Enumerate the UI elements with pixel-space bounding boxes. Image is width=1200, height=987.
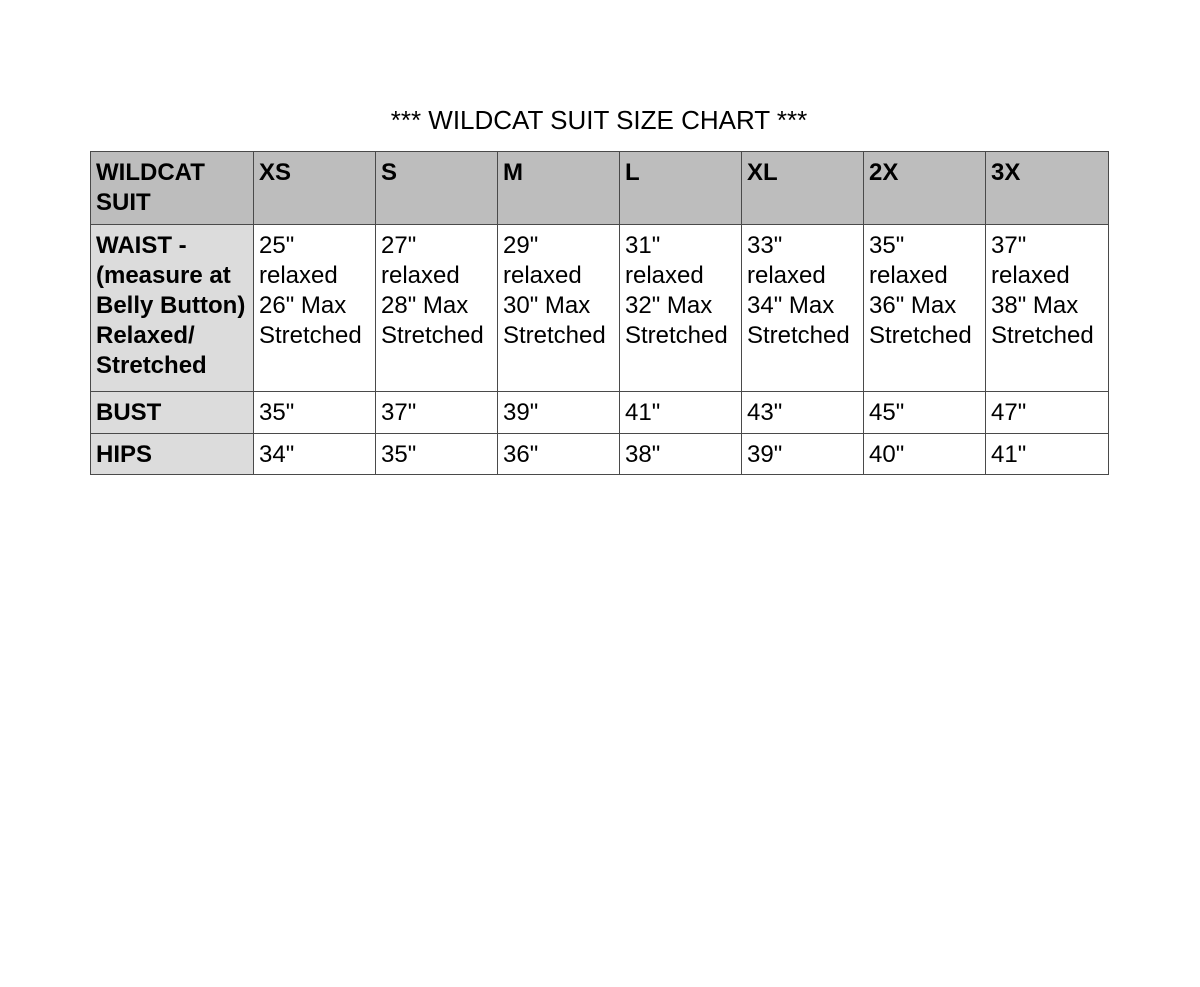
table-cell	[864, 225, 986, 392]
size-label-2x: 2X	[869, 159, 899, 186]
size-label-3x: 3X	[991, 159, 1021, 186]
waist-value-xs: 25" relaxed 26" Max Stretched	[259, 232, 362, 349]
table-cell	[254, 392, 376, 434]
waist-value-l: 31" relaxed 32" Max Stretched	[625, 232, 728, 349]
hips-value-l: 38"	[625, 441, 661, 468]
table-cell	[376, 225, 498, 392]
table-header-row	[91, 152, 1109, 225]
size-header-cell	[986, 152, 1109, 225]
table-cell	[498, 225, 620, 392]
table-cell	[498, 392, 620, 434]
size-label-l: L	[625, 159, 640, 186]
bust-value-3x: 47"	[991, 399, 1027, 426]
table-row-bust	[91, 392, 1109, 434]
table-cell	[620, 434, 742, 475]
size-header-cell	[864, 152, 986, 225]
waist-value-xl: 33" relaxed 34" Max Stretched	[747, 232, 850, 349]
size-label-s: S	[381, 159, 398, 186]
size-chart-table	[90, 151, 1109, 475]
bust-value-l: 41"	[625, 399, 661, 426]
bust-value-s: 37"	[381, 399, 417, 426]
page-title: *** WILDCAT SUIT SIZE CHART ***	[390, 105, 808, 135]
hips-value-3x: 41"	[991, 441, 1027, 468]
table-cell	[376, 392, 498, 434]
row-label-bust: BUST	[96, 399, 162, 426]
row-label-cell	[91, 434, 254, 475]
size-header-cell	[742, 152, 864, 225]
hips-value-xl: 39"	[747, 441, 783, 468]
size-header-cell	[620, 152, 742, 225]
bust-value-xs: 35"	[259, 399, 295, 426]
table-cell	[864, 392, 986, 434]
waist-value-3x: 37" relaxed 38" Max Stretched	[991, 232, 1094, 349]
row-label-hips: HIPS	[96, 441, 153, 468]
table-cell	[620, 225, 742, 392]
waist-value-2x: 35" relaxed 36" Max Stretched	[869, 232, 972, 349]
hips-value-xs: 34"	[259, 441, 295, 468]
table-cell	[620, 392, 742, 434]
table-cell	[254, 434, 376, 475]
size-label-m: M	[503, 159, 523, 186]
size-label-xl: XL	[747, 159, 778, 186]
corner-label: WILDCAT SUIT	[96, 159, 205, 216]
bust-value-xl: 43"	[747, 399, 783, 426]
hips-value-m: 36"	[503, 441, 539, 468]
size-header-cell	[498, 152, 620, 225]
table-row-hips	[91, 434, 1109, 475]
waist-value-m: 29" relaxed 30" Max Stretched	[503, 232, 606, 349]
table-cell	[742, 434, 864, 475]
size-label-xs: XS	[259, 159, 292, 186]
table-cell	[986, 434, 1109, 475]
size-header-cell	[376, 152, 498, 225]
table-cell	[986, 225, 1109, 392]
row-label-waist: WAIST - (measure at Belly Button) Relaxed/ Stretched	[96, 232, 246, 379]
waist-value-s: 27" relaxed 28" Max Stretched	[381, 232, 484, 349]
hips-value-2x: 40"	[869, 441, 905, 468]
table-cell	[742, 392, 864, 434]
corner-header-cell	[91, 152, 254, 225]
table-row-waist	[91, 225, 1109, 392]
size-header-cell	[254, 152, 376, 225]
row-label-cell	[91, 225, 254, 392]
table-cell	[742, 225, 864, 392]
table-cell	[254, 225, 376, 392]
hips-value-s: 35"	[381, 441, 417, 468]
bust-value-m: 39"	[503, 399, 539, 426]
table-cell	[376, 434, 498, 475]
bust-value-2x: 45"	[869, 399, 905, 426]
row-label-cell	[91, 392, 254, 434]
table-cell	[986, 392, 1109, 434]
table-cell	[864, 434, 986, 475]
table-cell	[498, 434, 620, 475]
